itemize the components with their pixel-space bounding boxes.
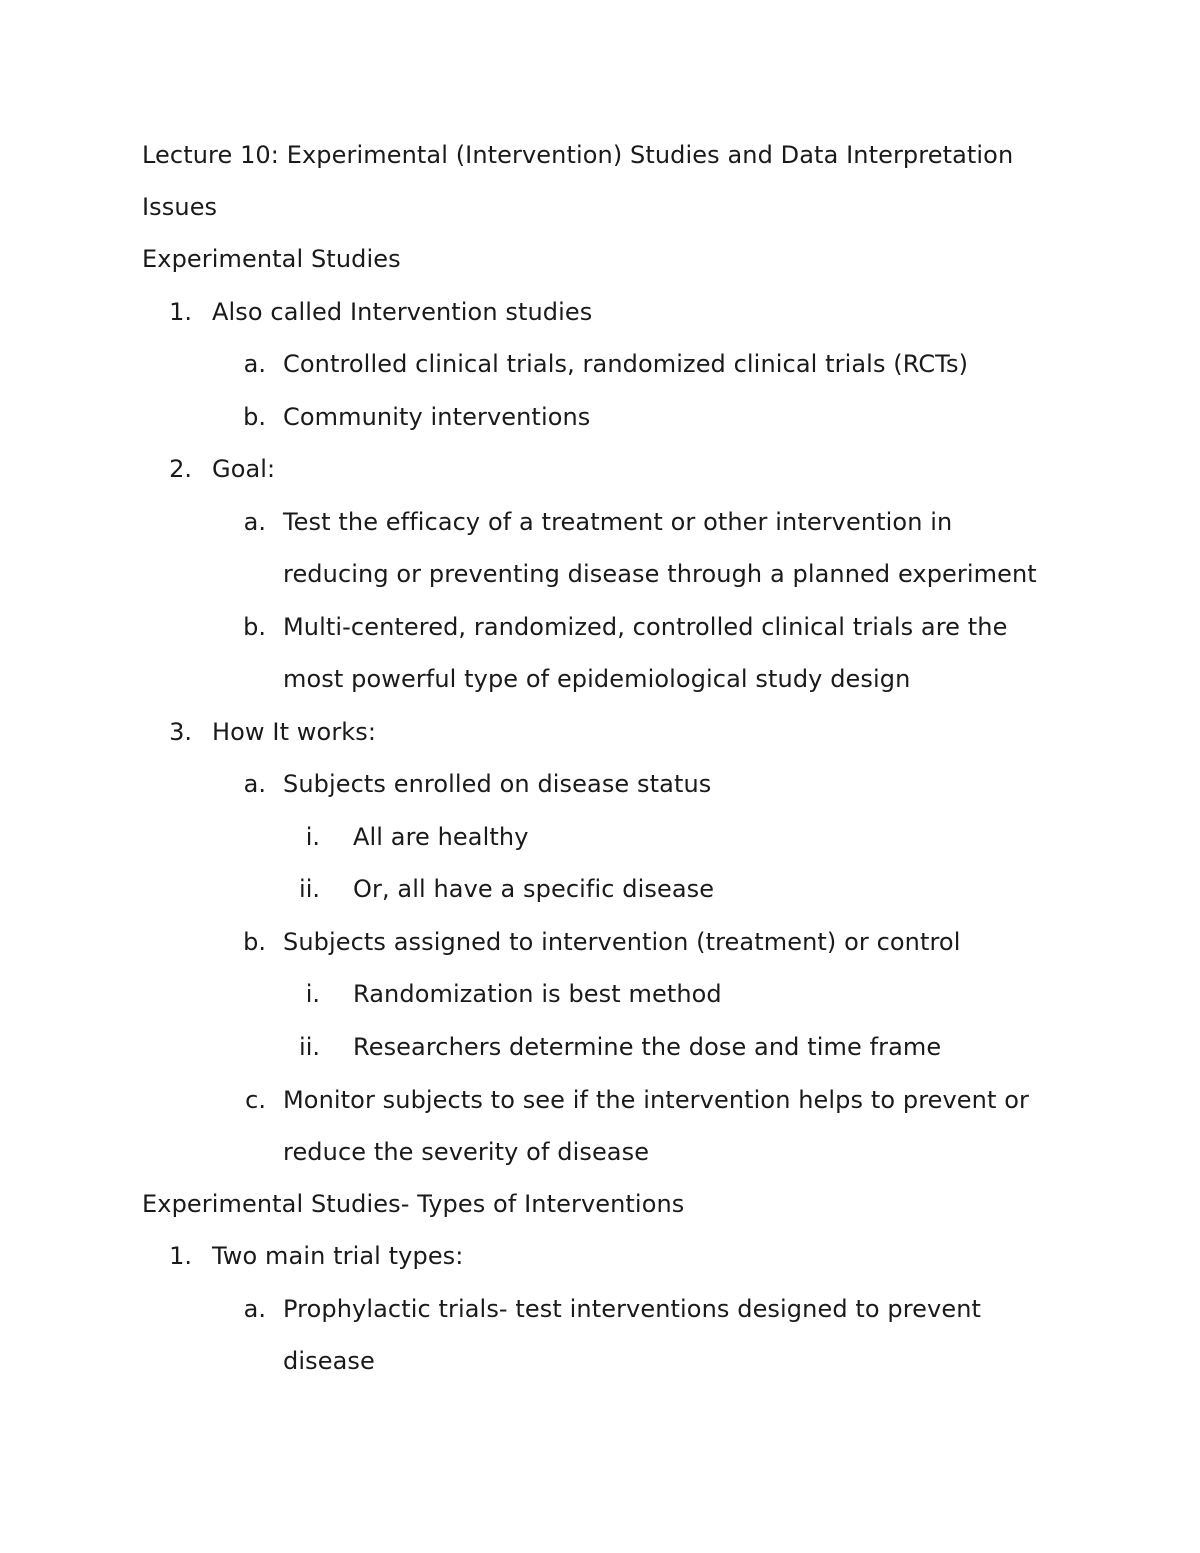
list-subitem: Community interventions [283,403,591,431]
list-item: Two main trial types: [212,1242,464,1270]
list-subsubitem: Randomization is best method [353,980,722,1008]
list-item: Goal: [212,455,276,483]
list-subitem: Controlled clinical trials, randomized clinical trials (RCTs) [283,350,969,378]
list-item: How It works: [212,718,377,746]
list-subitem: Test the efficacy of a treatment or other intervention in [283,508,953,536]
list-letter: b. [243,403,266,431]
list-roman: ii. [299,875,320,903]
list-letter: a. [243,350,266,378]
list-letter: a. [243,770,266,798]
list-subitem-continuation: most powerful type of epidemiological study design [283,665,911,693]
list-number: 2. [169,455,192,483]
list-roman: i. [305,823,320,851]
list-subitem-continuation: reduce the severity of disease [283,1138,650,1166]
list-subitem: Subjects assigned to intervention (treatment) or control [283,928,961,956]
list-letter: b. [243,613,266,641]
list-number: 3. [169,718,192,746]
list-item: Also called Intervention studies [212,298,593,326]
list-letter: b. [243,928,266,956]
section-heading: Experimental Studies- Types of Interventions [142,1190,685,1218]
list-number: 1. [169,298,192,326]
list-roman: i. [305,980,320,1008]
list-roman: ii. [299,1033,320,1061]
list-subitem: Multi-centered, randomized, controlled clinical trials are the [283,613,1008,641]
list-subitem: Subjects enrolled on disease status [283,770,712,798]
list-letter: c. [245,1086,266,1114]
list-subsubitem: Or, all have a specific disease [353,875,715,903]
list-letter: a. [243,508,266,536]
list-subitem-continuation: disease [283,1347,375,1375]
list-subitem-continuation: reducing or preventing disease through a planned experiment [283,560,1037,588]
document-title-line-2: Issues [142,193,218,221]
document-title-line-1: Lecture 10: Experimental (Intervention) Studies and Data Interpretation [142,141,1014,169]
list-subitem: Monitor subjects to see if the intervention helps to prevent or [283,1086,1029,1114]
list-number: 1. [169,1242,192,1270]
section-heading: Experimental Studies [142,245,401,273]
list-subitem: Prophylactic trials- test interventions designed to prevent [283,1295,982,1323]
list-subsubitem: All are healthy [353,823,529,851]
list-letter: a. [243,1295,266,1323]
list-subsubitem: Researchers determine the dose and time frame [353,1033,942,1061]
